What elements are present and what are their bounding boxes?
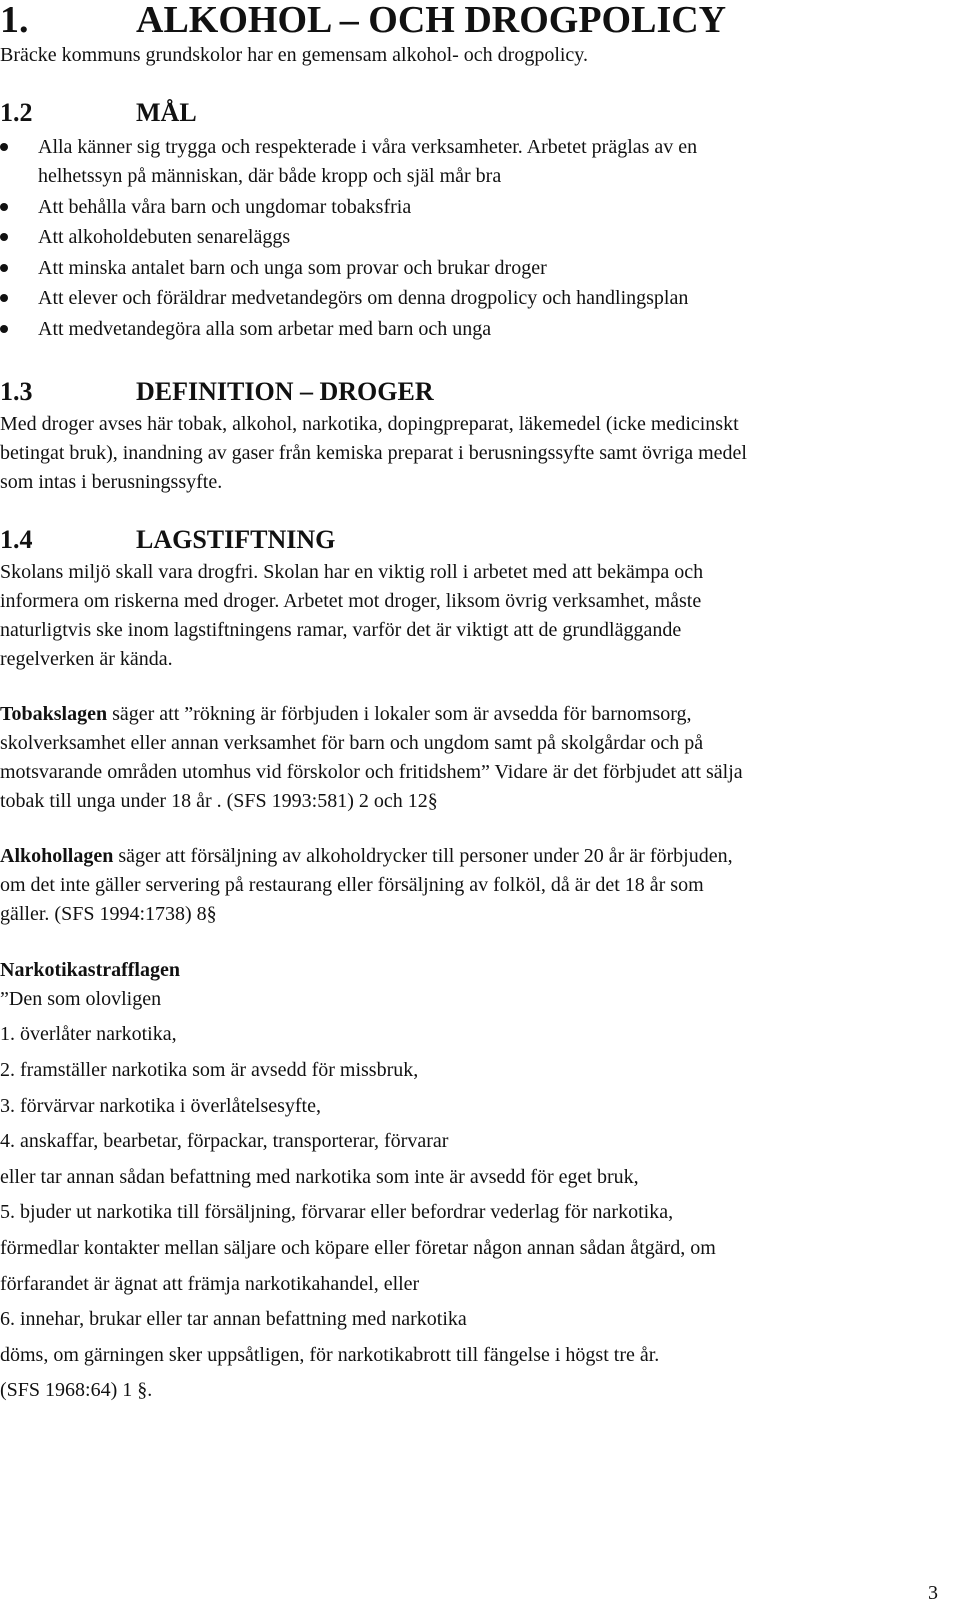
narkotika-line: förmedlar kontakter mellan säljare och köpare eller företar någon annan sådan åtgärd, om: [0, 1237, 716, 1259]
bullet-marker: [0, 203, 8, 211]
narkotika-line: eller tar annan sådan befattning med narkotika som inte är avsedd för eget bruk,: [0, 1166, 639, 1188]
goal-item-1-cont: helhetssyn på människan, där både kropp och själ mår bra: [38, 165, 502, 187]
narkotikastrafflagen-term: Narkotikastrafflagen: [0, 959, 180, 981]
heading-1-number: 1.: [0, 0, 29, 41]
law-intro-line: regelverken är kända.: [0, 648, 173, 670]
alkohollagen-term: Alkohollagen: [0, 845, 114, 867]
goal-item-4: Att minska antalet barn och unga som provar och brukar droger: [38, 257, 547, 279]
bullet-marker: [0, 143, 8, 151]
heading-lagstiftning: [0, 525, 335, 555]
heading-lagstiftning-title: LAGSTIFTNING: [136, 525, 336, 554]
goal-item-3: Att alkoholdebuten senareläggs: [38, 226, 291, 248]
goal-item-2: Att behålla våra barn och ungdomar tobaksfria: [38, 196, 412, 218]
alkohollagen-line: gäller. (SFS 1994:1738) 8§: [0, 903, 217, 925]
narkotika-line: 6. innehar, brukar eller tar annan befattning med narkotika: [0, 1308, 467, 1330]
narkotika-line: döms, om gärningen sker uppsåtligen, för narkotikabrott till fängelse i högst tre år.: [0, 1344, 660, 1366]
heading-mal-number: 1.2: [0, 98, 33, 127]
bullet-marker: [0, 264, 8, 272]
heading-1-title: ALKOHOL – OCH DROGPOLICY: [136, 0, 727, 41]
tobakslagen-line: skolverksamhet eller annan verksamhet för barn och ungdom samt på skolgårdar och på: [0, 732, 704, 754]
heading-definition-title: DEFINITION – DROGER: [136, 377, 434, 406]
alkohollagen-line: [0, 844, 733, 868]
heading-mal-title: MÅL: [136, 98, 197, 127]
alkohollagen-text: säger att försäljning av alkoholdrycker till personer under 20 år är förbjuden,: [113, 845, 733, 867]
tobakslagen-text: säger att ”rökning är förbjuden i lokaler som är avsedda för barnomsorg,: [107, 703, 692, 725]
law-intro-line: Skolans miljö skall vara drogfri. Skolan har en viktig roll i arbetet med att bekämpa och: [0, 561, 704, 583]
narkotikastrafflagen-heading: [0, 958, 180, 982]
bullet-marker: [0, 233, 8, 241]
tobakslagen-line: tobak till unga under 18 år . (SFS 1993:581) 2 och 12§: [0, 790, 438, 812]
alkohollagen-line: om det inte gäller servering på restaurang eller försäljning av folköl, då är det 18 år som: [0, 874, 704, 896]
narkotika-line: 3. förvärvar narkotika i överlåtelsesyfte,: [0, 1095, 321, 1117]
bullet-marker: [0, 325, 8, 333]
definition-line: betingat bruk), inandning av gaser från kemiska preparat i berusningssyfte samt övriga medel: [0, 442, 747, 464]
heading-definition-number: 1.3: [0, 377, 33, 406]
heading-mal: [0, 98, 197, 128]
narkotika-line: 5. bjuder ut narkotika till försäljning, förvarar eller befordrar vederlag för narkotika,: [0, 1201, 674, 1223]
narkotika-line: ”Den som olovligen: [0, 988, 162, 1010]
heading-lagstiftning-number: 1.4: [0, 525, 33, 554]
definition-line: som intas i berusningssyfte.: [0, 471, 223, 493]
narkotika-line: förfarandet är ägnat att främja narkotikahandel, eller: [0, 1273, 420, 1295]
narkotika-line: 4. anskaffar, bearbetar, förpackar, transporterar, förvarar: [0, 1130, 449, 1152]
narkotika-line: 2. framställer narkotika som är avsedd för missbruk,: [0, 1059, 419, 1081]
heading-definition: [0, 377, 434, 407]
narkotika-line: (SFS 1968:64) 1 §.: [0, 1379, 153, 1401]
tobakslagen-line: [0, 702, 692, 726]
tobakslagen-line: motsvarande områden utomhus vid förskolor och fritidshem” Vidare är det förbjudet att sälja: [0, 761, 743, 783]
heading-1: [0, 0, 726, 40]
goal-item-1: Alla känner sig trygga och respekterade i våra verksamheter. Arbetet präglas av en: [38, 136, 698, 158]
goal-item-6: Att medvetandegöra alla som arbetar med barn och unga: [38, 318, 492, 340]
page-number: 3: [928, 1582, 938, 1604]
law-intro-line: informera om riskerna med droger. Arbetet mot droger, liksom övrig verksamhet, måste: [0, 590, 702, 612]
goal-item-5: Att elever och föräldrar medvetandegörs om denna drogpolicy och handlingsplan: [38, 287, 689, 309]
law-intro-line: naturligtvis ske inom lagstiftningens ramar, varför det är viktigt att de grundläggande: [0, 619, 682, 641]
narkotika-line: 1. överlåter narkotika,: [0, 1023, 177, 1045]
definition-line: Med droger avses här tobak, alkohol, narkotika, dopingpreparat, läkemedel (icke medicinskt: [0, 413, 739, 435]
intro-text: Bräcke kommuns grundskolor har en gemensam alkohol- och drogpolicy.: [0, 44, 589, 66]
bullet-marker: [0, 294, 8, 302]
tobakslagen-term: Tobakslagen: [0, 703, 108, 725]
